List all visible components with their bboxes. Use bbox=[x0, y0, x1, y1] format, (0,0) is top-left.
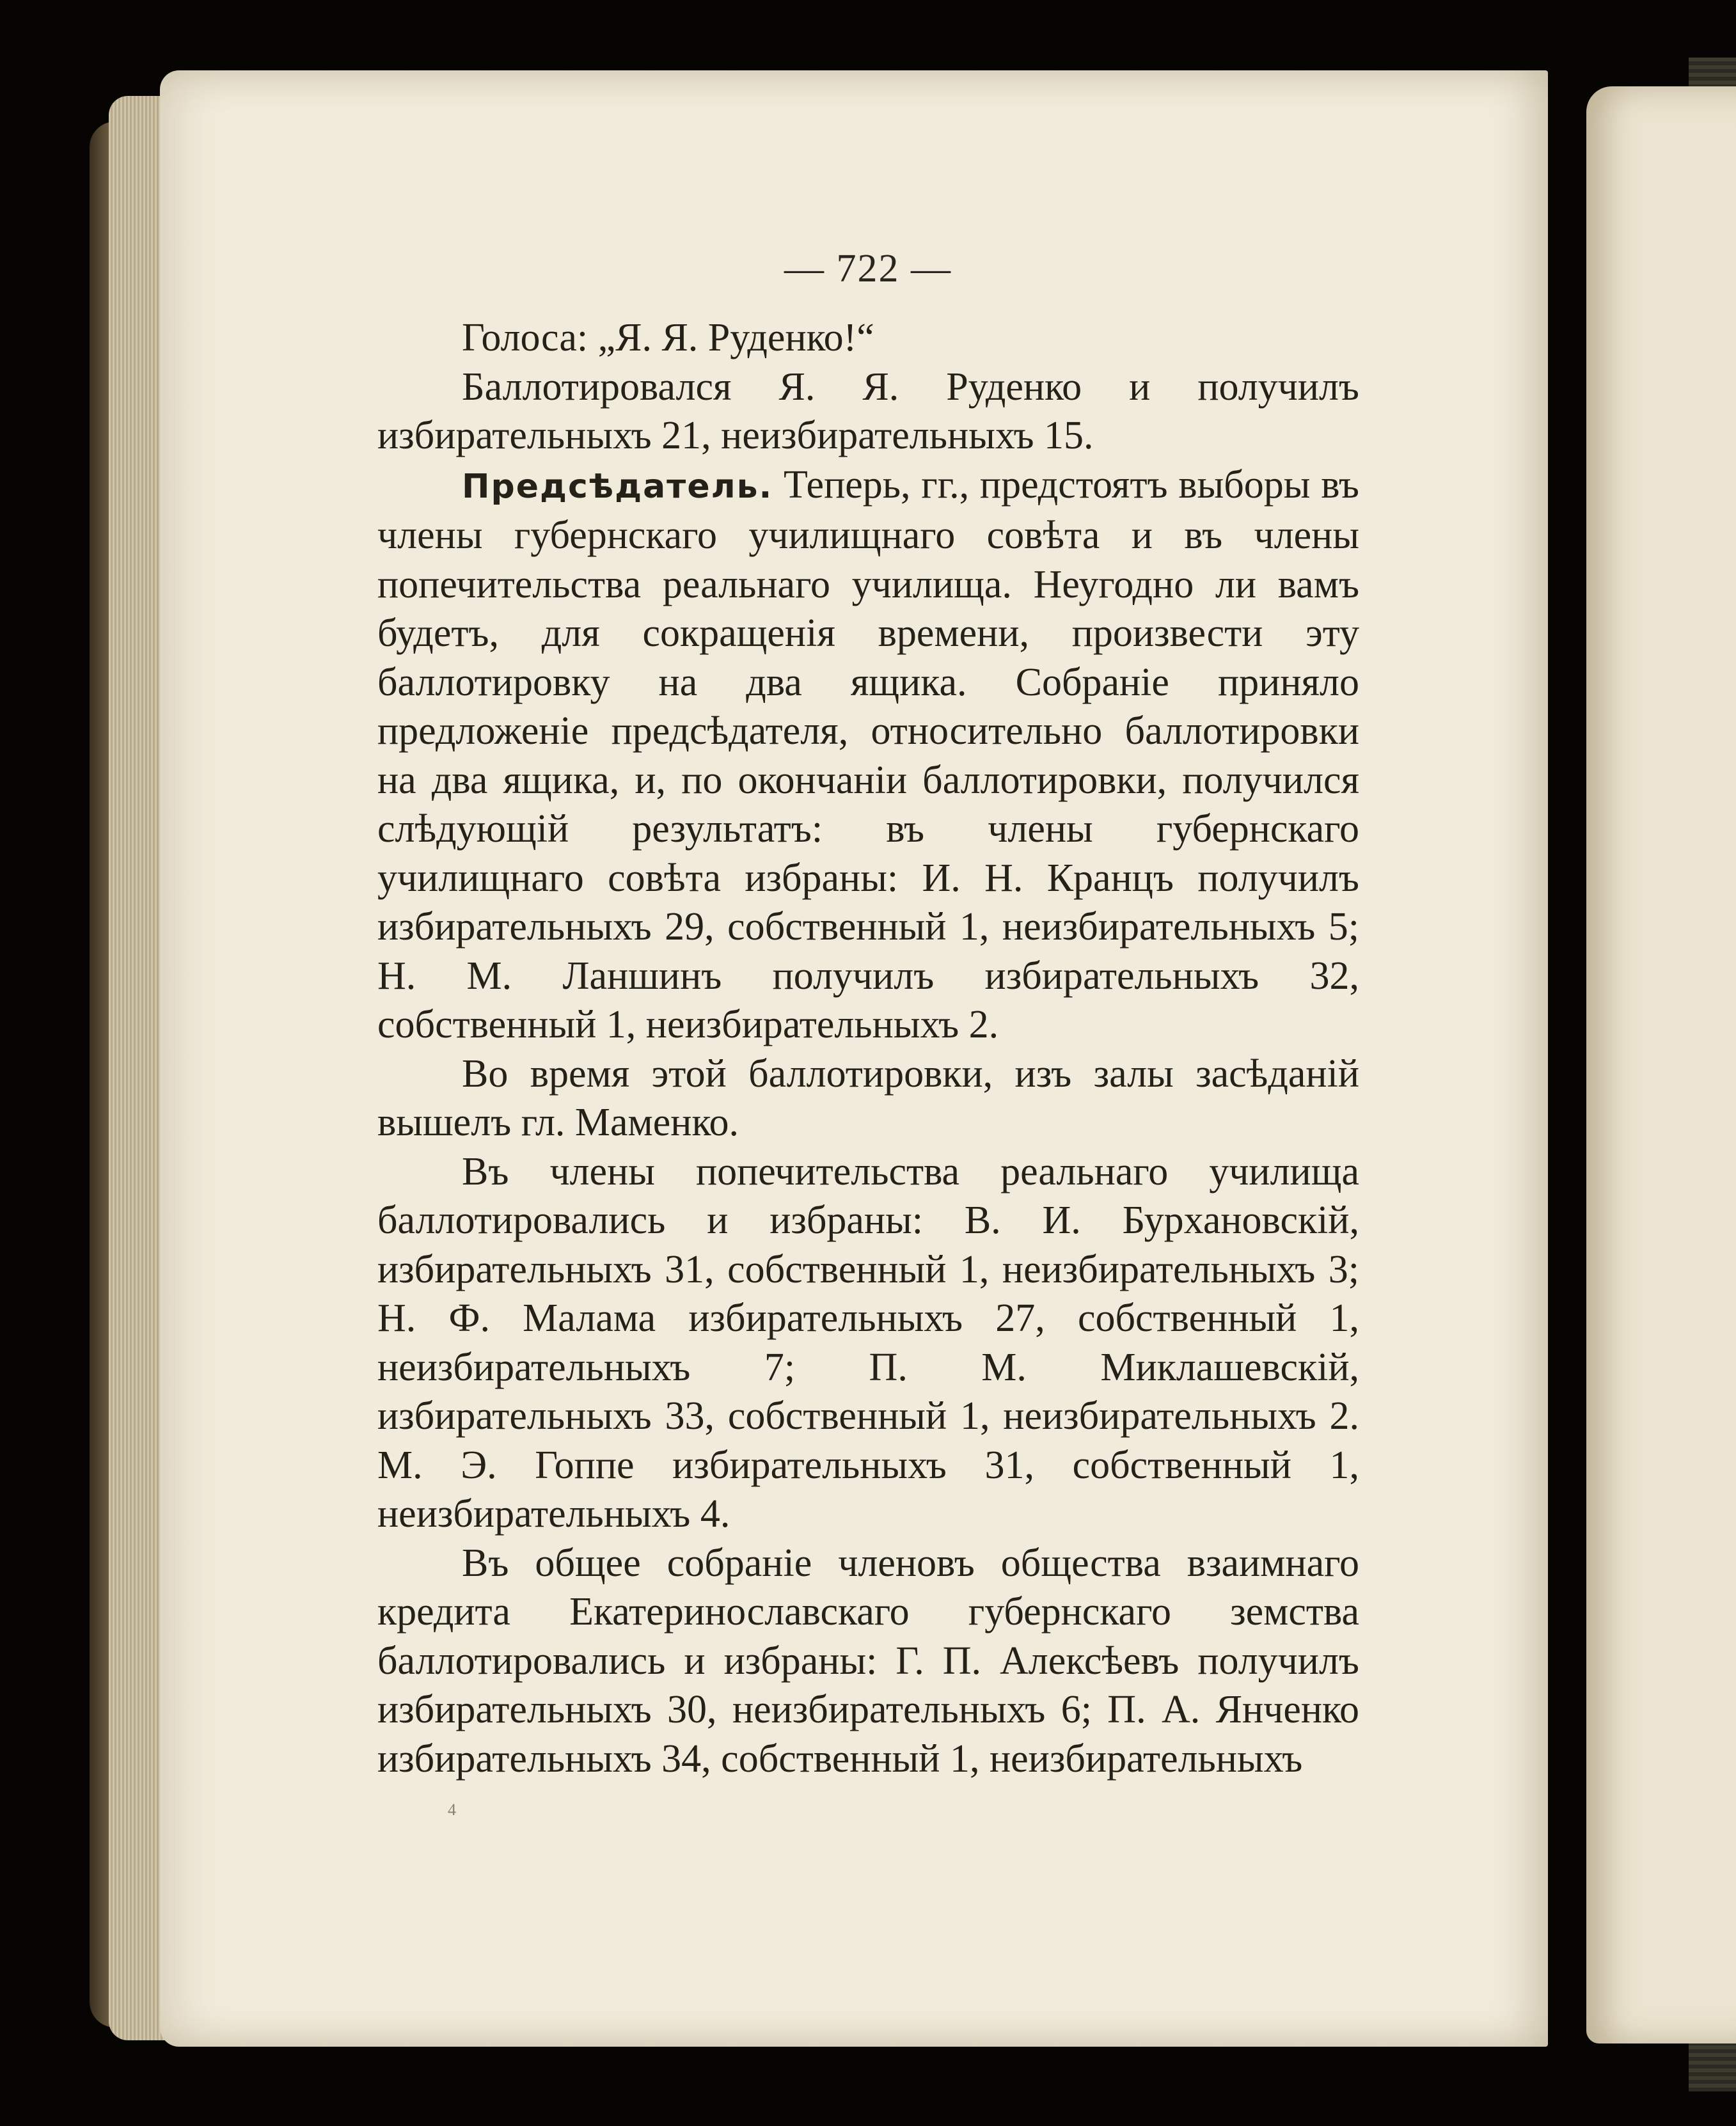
page-body bbox=[377, 313, 1359, 1783]
facing-page-edge bbox=[1586, 86, 1736, 2043]
footer-mark: 4 bbox=[448, 1800, 456, 1819]
page-number: — 722 — bbox=[784, 247, 952, 290]
paragraph bbox=[377, 313, 1359, 363]
paragraph-text: Голоса: „Я. Я. Руденко!“ bbox=[462, 316, 874, 359]
paragraph bbox=[377, 461, 1359, 1050]
paragraph-text: Въ члены попечительства реальнаго училища баллотировались и избраны: В. И. Бурхановскій, избирательныхъ 31, собственный 1, неизбирательныхъ 3; Н. Ф. Малама избирательныхъ 27, собственный 1, неизбирательныхъ 7; П. М. Миклашевскій, избирательныхъ 33, собственный 1, неизбирательныхъ 2. М. Э. Гоппе избирательныхъ 31, собственный 1, неизбирательныхъ 4. bbox=[377, 1149, 1359, 1536]
speaker-name: Предсѣдатель. bbox=[462, 467, 773, 506]
paragraph-text: Въ общее собраніе членовъ общества взаимнаго кредита Екатеринославскаго губернскаго земства баллотировались и избраны: Г. П. Алексѣевъ получилъ избирательныхъ 30, неизбирательныхъ 6; П. А. Янченко избирательныхъ 34, собственный 1, неизбирательныхъ bbox=[377, 1541, 1359, 1781]
paragraph bbox=[377, 1539, 1359, 1784]
paragraph bbox=[377, 363, 1359, 461]
paragraph-text: Теперь, гг., предстоятъ выборы въ члены губернскаго училищнаго совѣта и въ члены попечительства реальнаго училища. Неугодно ли вамъ будетъ, для сокращенія времени, произвести эту баллотировку на два ящика. Собраніе приняло предложеніе предсѣдателя, относительно баллотировки на два ящика, и, по окончаніи баллотировки, получился слѣдующій результатъ: въ члены губернскаго училищнаго совѣта избраны: И. Н. Кранцъ получилъ избирательныхъ 29, собственный 1, неизбирательныхъ 5; Н. М. Ланшинъ получилъ избирательныхъ 32, собственный 1, неизбирательныхъ 2. bbox=[377, 462, 1359, 1046]
paragraph bbox=[377, 1147, 1359, 1539]
paragraph bbox=[377, 1050, 1359, 1147]
paragraph-text: Баллотировался Я. Я. Руденко и получилъ избирательныхъ 21, неизбирательныхъ 15. bbox=[377, 365, 1359, 457]
paragraph-text: Во время этой баллотировки, изъ залы засѣданій вышелъ гл. Маменко. bbox=[377, 1051, 1359, 1144]
